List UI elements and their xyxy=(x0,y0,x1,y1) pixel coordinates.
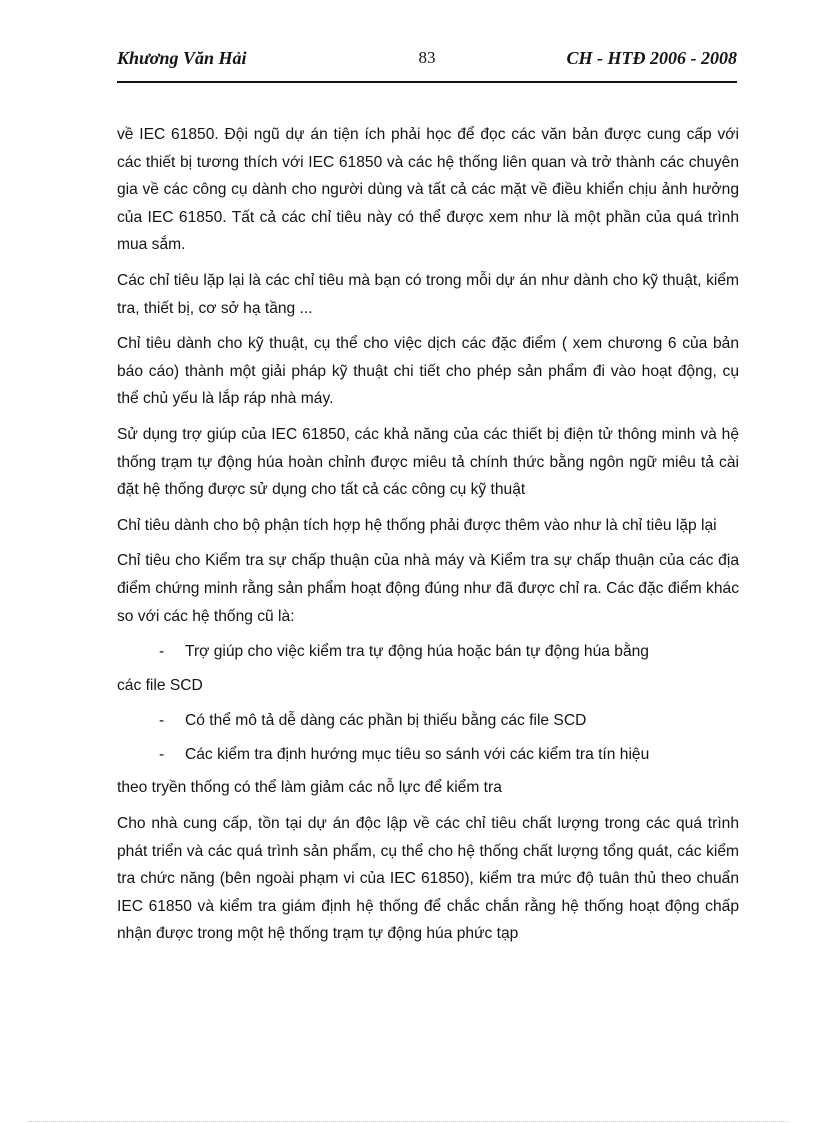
paragraph-4: Sử dụng trợ giúp của IEC 61850, các khả năng của các thiết bị điện tử thông minh và hệ thống trạm tự động húa hoàn chỉnh được miêu tả chính thức bằng ngôn ngữ miêu tả cài đặt hệ thống được sử dụng cho tất cả các công cụ kỹ thuật xyxy=(117,425,739,499)
bullet-item-1-text: Trợ giúp cho việc kiểm tra tự động húa hoặc bán tự động húa bằng xyxy=(185,643,649,661)
paragraph-2: Các chỉ tiêu lặp lại là các chỉ tiêu mà bạn có trong mỗi dự án như dành cho kỹ thuật, kiểm tra, thiết bị, cơ sở hạ tầng ... xyxy=(117,271,739,317)
bullet-item-1-continuation: các file SCD xyxy=(117,676,203,694)
bullet-item-2-text: Có thể mô tả dễ dàng các phần bị thiếu bằng các file SCD xyxy=(185,712,587,730)
bullet-dash: - xyxy=(159,712,165,730)
bullet-item-3-text: Các kiểm tra định hướng mục tiêu so sánh với các kiểm tra tín hiệu xyxy=(185,745,650,763)
header-author: Khương Văn Hải xyxy=(117,48,247,68)
paragraph-1: về IEC 61850. Đội ngũ dự án tiện ích phải học để đọc các văn bản được cung cấp với các thiết bị tương thích với IEC 61850 và các hệ thống liên quan và trở thành các chuyên gia về các công cụ dành cho người dùng và tất cả các mặt về điều khiển chịu ảnh hưởng của IEC 61850. Tất cả các chỉ tiêu này có thể được xem như là một phần của quá trình mua sắm. xyxy=(117,126,739,254)
document-body xyxy=(117,121,739,956)
bullet-item-1 xyxy=(117,638,739,666)
paragraph-6: Chỉ tiêu cho Kiểm tra sự chấp thuận của nhà máy và Kiểm tra sự chấp thuận của các địa điểm chứng minh rằng sản phẩm hoạt động đúng như đã được chỉ ra. Các đặc điểm khác so với các hệ thống cũ là: xyxy=(117,552,739,625)
page-bottom-edge xyxy=(28,1121,788,1122)
page-number: 83 xyxy=(418,48,436,67)
bullet-item-3-continuation: theo tryền thống có thể làm giảm các nỗ lực để kiểm tra xyxy=(117,779,502,797)
page-header xyxy=(117,48,737,74)
header-rule xyxy=(117,81,737,83)
header-course: CH - HTĐ 2006 - 2008 xyxy=(566,48,737,68)
paragraph-3: Chỉ tiêu dành cho kỹ thuật, cụ thể cho việc dịch các đặc điểm ( xem chương 6 của bản báo cáo) thành một giải pháp kỹ thuật chi tiết cho phép sản phẩm đi vào hoạt động, cụ thể chủ yếu là lắp ráp nhà máy. xyxy=(117,335,739,408)
paragraph-5: Chỉ tiêu dành cho bộ phận tích hợp hệ thống phải được thêm vào như là chỉ tiêu lặp lại xyxy=(117,516,717,534)
bullet-item-2 xyxy=(117,707,739,735)
bullet-dash: - xyxy=(159,643,165,661)
closing-paragraph: Cho nhà cung cấp, tồn tại dự án độc lập về các chỉ tiêu chất lượng trong các quá trình phát triển và các quá trình sản phẩm, cụ thể cho hệ thống chất lượng tổng quát, các kiểm tra chức năng (bên ngoài phạm vi của IEC 61850), kiểm tra mức độ tuân thủ theo chuẩn IEC 61850 và kiểm tra giám định hệ thống để chắc chắn rằng hệ thống hoạt động chấp nhận được trong một hệ thống trạm tự động húa phức tạp xyxy=(117,815,739,943)
bullet-item-3 xyxy=(117,741,739,769)
bullet-dash: - xyxy=(159,745,165,763)
